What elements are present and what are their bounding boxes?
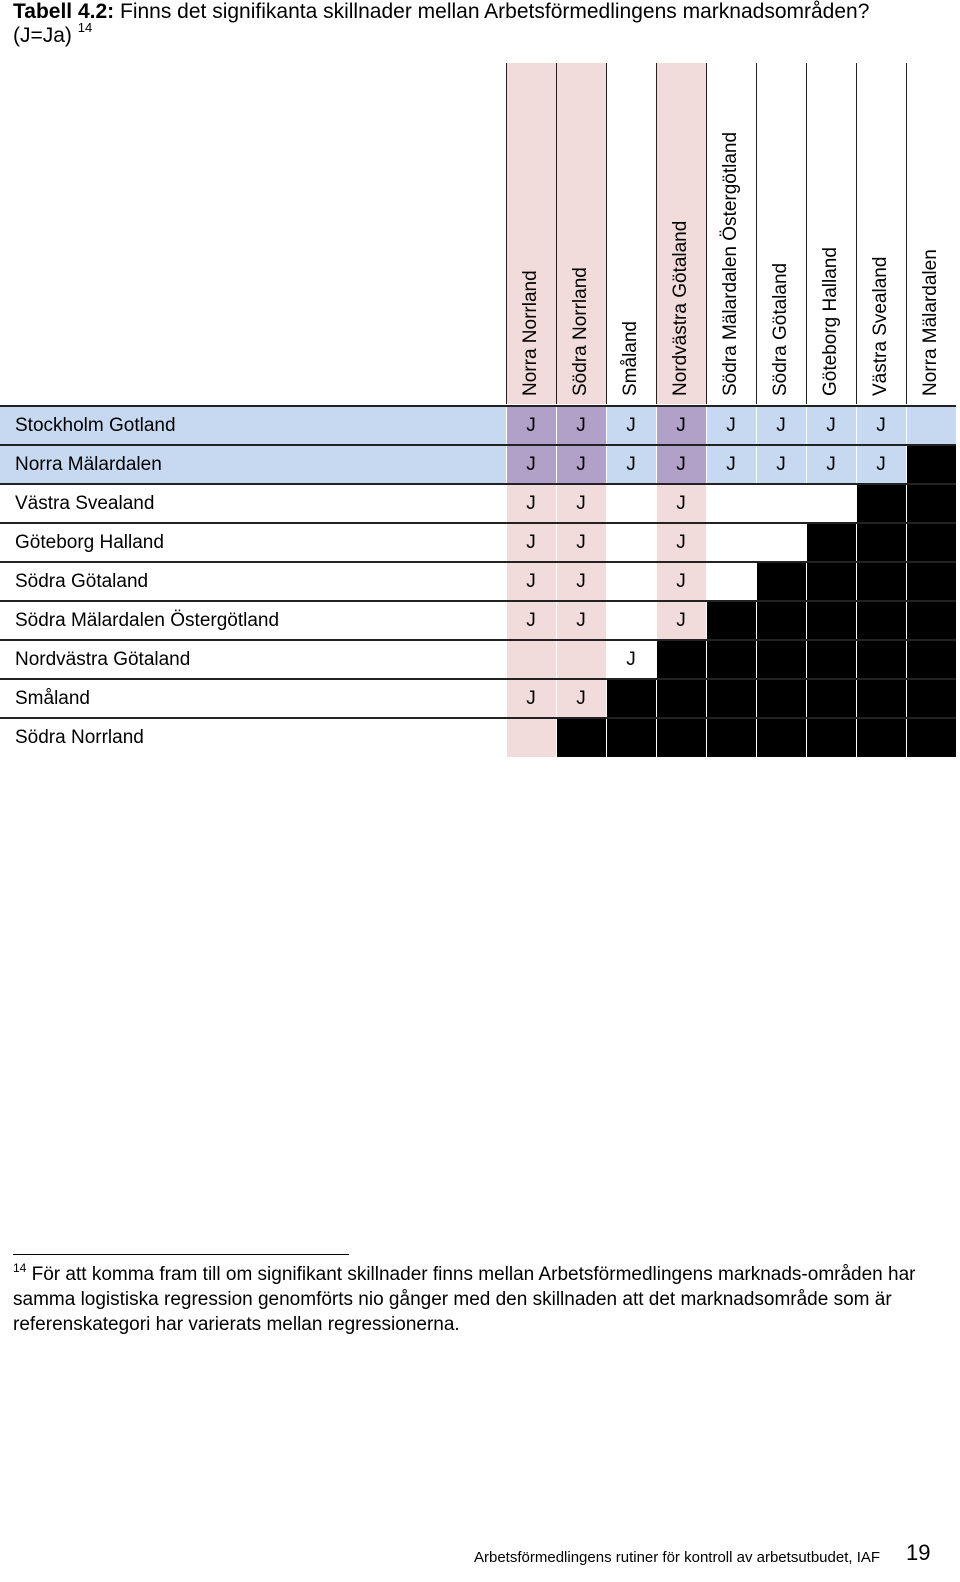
column-header-label: Södra Norrland [570, 267, 591, 396]
cell-divider [956, 406, 957, 445]
significance-cell: J [656, 523, 706, 562]
column-header-label: Småland [620, 321, 641, 396]
blocked-cell [856, 640, 906, 679]
significance-cell: J [656, 406, 706, 445]
cell-divider [506, 523, 507, 562]
cell-divider [656, 562, 657, 601]
table-row [0, 640, 960, 679]
cell-divider [556, 679, 557, 718]
cell-divider [506, 718, 507, 757]
row-label: Småland [15, 688, 90, 709]
table-label: Tabell 4.2: [13, 0, 115, 23]
blocked-cell [756, 718, 806, 757]
cell-divider [856, 523, 857, 562]
cell-divider [706, 718, 707, 757]
blocked-cell [856, 562, 906, 601]
row-label: Nordvästra Götaland [15, 649, 191, 670]
blocked-cell [706, 679, 756, 718]
column-divider [556, 63, 557, 404]
blocked-cell [756, 640, 806, 679]
cell-divider [606, 562, 607, 601]
cell-divider [956, 562, 957, 601]
column-header-label: Södra Götaland [770, 262, 791, 396]
cell-divider [856, 601, 857, 640]
significance-cell: J [556, 601, 606, 640]
cell-divider [806, 562, 807, 601]
column-header [656, 63, 706, 404]
significance-cell: J [656, 601, 706, 640]
significance-cell: J [756, 406, 806, 445]
table-row [0, 445, 960, 484]
column-header [756, 63, 806, 404]
blocked-cell [706, 601, 756, 640]
significance-cell: J [506, 562, 556, 601]
row-label: Södra Norrland [15, 727, 144, 748]
table-row [0, 601, 960, 640]
blocked-cell [806, 562, 856, 601]
cell-divider [906, 718, 907, 757]
empty-cell [506, 718, 556, 757]
cell-divider [606, 718, 607, 757]
row-rule [0, 600, 956, 602]
blocked-cell [706, 640, 756, 679]
cell-divider [556, 640, 557, 679]
footnote-number: 14 [13, 1260, 27, 1275]
cell-divider [756, 484, 757, 523]
cell-divider [756, 718, 757, 757]
cell-divider [656, 601, 657, 640]
cell-divider [756, 562, 757, 601]
cell-divider [656, 679, 657, 718]
cell-divider [606, 484, 607, 523]
significance-cell: J [856, 406, 906, 445]
cell-divider [956, 601, 957, 640]
cell-divider [806, 679, 807, 718]
significance-cell: J [806, 445, 856, 484]
blocked-cell [806, 601, 856, 640]
cell-divider [606, 679, 607, 718]
significance-cell: J [856, 445, 906, 484]
blocked-cell [856, 679, 906, 718]
column-header [856, 63, 906, 404]
cell-divider [806, 523, 807, 562]
significance-cell: J [656, 445, 706, 484]
column-divider [706, 63, 707, 404]
cell-divider [956, 640, 957, 679]
cell-divider [606, 445, 607, 484]
empty-cell [606, 484, 656, 523]
cell-divider [956, 484, 957, 523]
column-header [506, 63, 556, 404]
column-header-label: Norra Norrland [520, 270, 541, 396]
cell-divider [606, 640, 607, 679]
significance-cell: J [606, 406, 656, 445]
cell-divider [806, 406, 807, 445]
significance-cell: J [706, 406, 756, 445]
cell-divider [506, 679, 507, 718]
cell-divider [556, 406, 557, 445]
cell-divider [906, 679, 907, 718]
empty-cell [506, 640, 556, 679]
blocked-cell [556, 718, 606, 757]
blocked-cell [806, 679, 856, 718]
blocked-cell [806, 718, 856, 757]
blocked-cell [606, 718, 656, 757]
cell-divider [756, 679, 757, 718]
significance-cell: J [556, 484, 606, 523]
cell-divider [756, 406, 757, 445]
cell-divider [556, 445, 557, 484]
cell-divider [706, 562, 707, 601]
blocked-cell [806, 640, 856, 679]
cell-divider [506, 406, 507, 445]
cell-divider [856, 406, 857, 445]
column-header [806, 63, 856, 404]
table-row [0, 718, 960, 757]
cell-divider [956, 679, 957, 718]
empty-cell [806, 484, 856, 523]
row-label: Västra Svealand [15, 493, 155, 514]
cell-divider [656, 445, 657, 484]
cell-divider [706, 601, 707, 640]
column-header-label: Södra Mälardalen Östergötland [720, 131, 741, 396]
cell-divider [556, 484, 557, 523]
cell-divider [706, 679, 707, 718]
cell-divider [656, 406, 657, 445]
cell-divider [656, 718, 657, 757]
blocked-cell [906, 484, 956, 523]
row-rule [0, 717, 956, 719]
cell-divider [856, 484, 857, 523]
empty-cell [756, 523, 806, 562]
cell-divider [706, 445, 707, 484]
empty-cell [606, 523, 656, 562]
blocked-cell [656, 640, 706, 679]
significance-cell: J [556, 562, 606, 601]
cell-divider [606, 406, 607, 445]
page-number: 19 [906, 1540, 931, 1565]
title-footnote-ref[interactable]: 14 [77, 20, 93, 35]
footnote [13, 1262, 943, 1337]
blocked-cell [906, 562, 956, 601]
significance-table [0, 0, 960, 770]
column-divider [606, 63, 607, 404]
significance-cell: J [506, 445, 556, 484]
blocked-cell [906, 523, 956, 562]
empty-cell [556, 640, 606, 679]
significance-cell: J [506, 484, 556, 523]
cell-divider [656, 640, 657, 679]
row-label: Stockholm Gotland [15, 415, 176, 436]
cell-divider [556, 601, 557, 640]
cell-divider [956, 445, 957, 484]
cell-divider [756, 523, 757, 562]
blocked-cell [856, 601, 906, 640]
cell-divider [656, 523, 657, 562]
column-divider [906, 63, 907, 404]
cell-divider [506, 601, 507, 640]
cell-divider [606, 523, 607, 562]
cell-divider [506, 484, 507, 523]
table-row [0, 406, 960, 445]
row-rule [0, 561, 956, 563]
row-label: Göteborg Halland [15, 532, 164, 553]
empty-cell [606, 601, 656, 640]
cell-divider [856, 679, 857, 718]
empty-cell [706, 484, 756, 523]
blocked-cell [906, 601, 956, 640]
cell-divider [756, 445, 757, 484]
cell-divider [706, 406, 707, 445]
significance-cell: J [606, 445, 656, 484]
cell-divider [906, 484, 907, 523]
empty-cell [606, 562, 656, 601]
significance-cell: J [756, 445, 806, 484]
column-divider [506, 63, 507, 404]
blocked-cell [606, 679, 656, 718]
significance-cell: J [556, 406, 606, 445]
row-label: Södra Mälardalen Östergötland [15, 610, 280, 631]
blocked-cell [756, 562, 806, 601]
significance-cell: J [606, 640, 656, 679]
row-rule [0, 639, 956, 641]
cell-divider [956, 523, 957, 562]
significance-cell: J [506, 601, 556, 640]
footnote-text: För att komma fram till om signifikant skillnader finns mellan Arbetsförmedlingens marknads-områden har samma logistiska regression genomförts nio gånger med den skillnaden att det marknadsområde som är referenskategori har varierats mellan regressionerna. [13, 1264, 916, 1335]
column-header [556, 63, 606, 404]
cell-divider [856, 640, 857, 679]
cell-divider [506, 445, 507, 484]
blocked-cell [656, 718, 706, 757]
cell-divider [506, 640, 507, 679]
column-divider [806, 63, 807, 404]
blocked-cell [706, 718, 756, 757]
blocked-cell [756, 679, 806, 718]
significance-cell: J [556, 523, 606, 562]
significance-cell: J [656, 562, 706, 601]
blocked-cell [856, 523, 906, 562]
column-divider [856, 63, 857, 404]
cell-divider [906, 562, 907, 601]
blocked-cell [906, 640, 956, 679]
column-header [906, 63, 956, 404]
cell-divider [906, 445, 907, 484]
significance-cell: J [506, 406, 556, 445]
empty-cell [906, 406, 956, 445]
table-row [0, 523, 960, 562]
column-divider [656, 63, 657, 404]
significance-cell: J [806, 406, 856, 445]
blocked-cell [756, 601, 806, 640]
table-row [0, 679, 960, 718]
cell-divider [706, 640, 707, 679]
blocked-cell [906, 679, 956, 718]
row-rule [0, 522, 956, 524]
column-header-label: Nordvästra Götaland [670, 220, 691, 396]
table-row [0, 484, 960, 523]
cell-divider [906, 640, 907, 679]
cell-divider [806, 640, 807, 679]
page-footer-text: Arbetsförmedlingens rutiner för kontroll av arbetsutbudet, IAF [474, 1549, 881, 1566]
table-title-text: Finns det signifikanta skillnader mellan Arbetsförmedlingens marknadsområden? (J=Ja) [13, 0, 870, 47]
cell-divider [906, 523, 907, 562]
column-header-label: Norra Mälardalen [920, 249, 941, 396]
cell-divider [856, 718, 857, 757]
empty-cell [756, 484, 806, 523]
row-label: Södra Götaland [15, 571, 149, 592]
cell-divider [756, 640, 757, 679]
row-rule [0, 678, 956, 680]
significance-cell: J [556, 445, 606, 484]
blocked-cell [856, 718, 906, 757]
blocked-cell [906, 718, 956, 757]
significance-cell: J [656, 484, 706, 523]
footnote-divider [13, 1254, 349, 1255]
empty-cell [706, 523, 756, 562]
blocked-cell [656, 679, 706, 718]
significance-cell: J [506, 523, 556, 562]
column-header-label: Göteborg Halland [820, 247, 841, 396]
row-rule [0, 483, 956, 485]
column-divider [756, 63, 757, 404]
cell-divider [806, 445, 807, 484]
significance-cell: J [506, 679, 556, 718]
cell-divider [706, 523, 707, 562]
cell-divider [556, 562, 557, 601]
blocked-cell [906, 445, 956, 484]
cell-divider [756, 601, 757, 640]
cell-divider [856, 562, 857, 601]
cell-divider [656, 484, 657, 523]
table-row [0, 562, 960, 601]
row-label: Norra Mälardalen [15, 454, 162, 475]
cell-divider [806, 484, 807, 523]
blocked-cell [806, 523, 856, 562]
cell-divider [606, 601, 607, 640]
cell-divider [806, 601, 807, 640]
significance-cell: J [706, 445, 756, 484]
column-header [706, 63, 756, 404]
cell-divider [956, 718, 957, 757]
cell-divider [856, 445, 857, 484]
significance-cell: J [556, 679, 606, 718]
empty-cell [706, 562, 756, 601]
cell-divider [556, 718, 557, 757]
cell-divider [806, 718, 807, 757]
column-header-label: Västra Svealand [870, 256, 891, 396]
blocked-cell [856, 484, 906, 523]
row-rule [0, 405, 956, 407]
cell-divider [906, 406, 907, 445]
row-rule [0, 444, 956, 446]
cell-divider [556, 523, 557, 562]
cell-divider [706, 484, 707, 523]
cell-divider [906, 601, 907, 640]
column-header [606, 63, 656, 404]
cell-divider [506, 562, 507, 601]
